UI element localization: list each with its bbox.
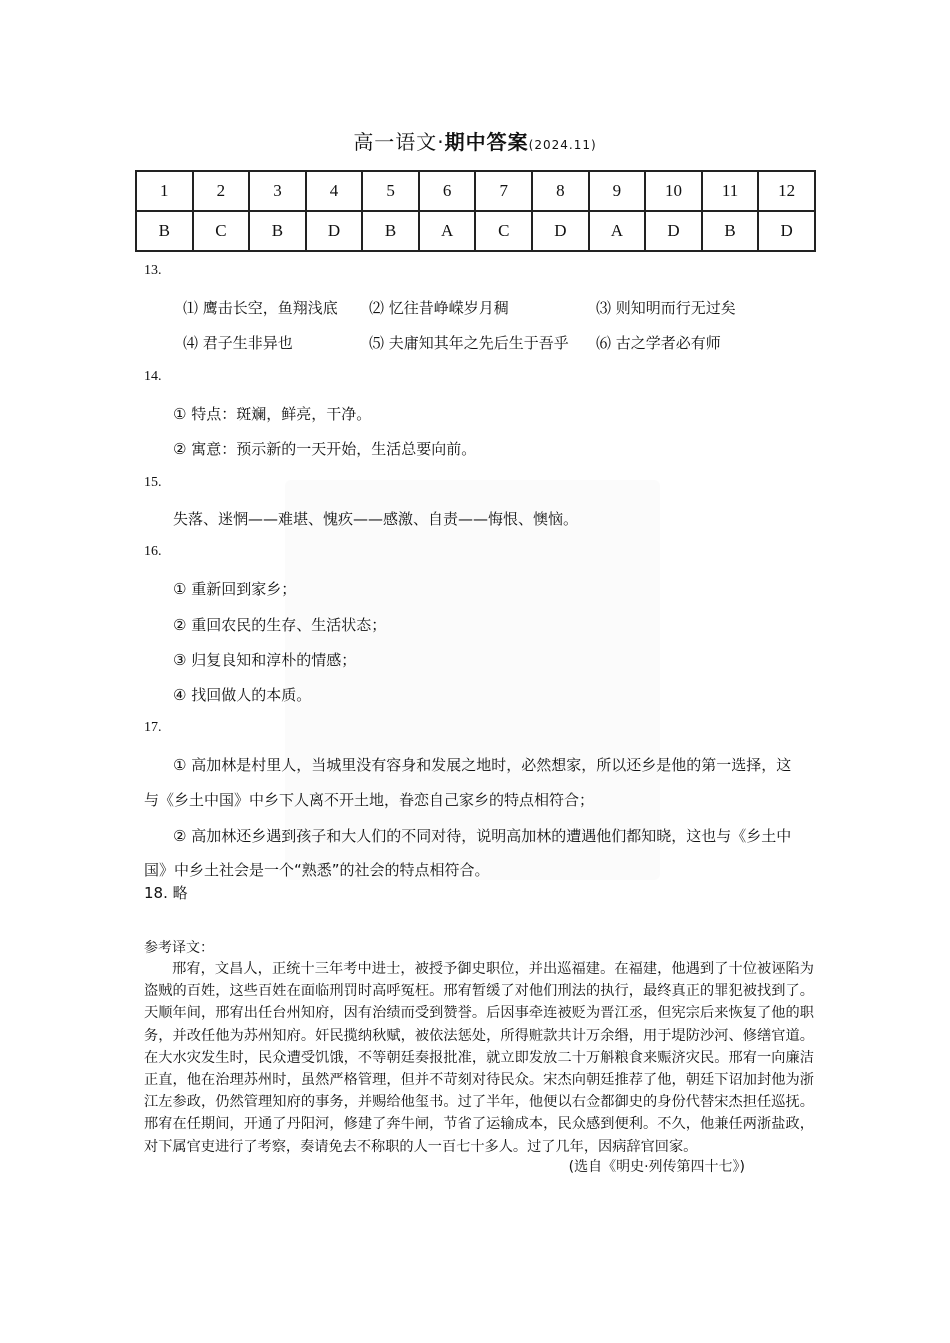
q14-item: ① 特点：斑斓，鲜亮，干净。 bbox=[173, 405, 372, 423]
answer-cell: B bbox=[249, 211, 306, 251]
q13-item: ⑵ 忆往昔峥嵘岁月稠 bbox=[369, 299, 509, 317]
reference-title: 参考译文： bbox=[144, 940, 214, 956]
page-title bbox=[0, 126, 950, 155]
q16-item: ③ 归复良知和淳朴的情感； bbox=[173, 651, 357, 669]
q18-answer: 18. 略 bbox=[144, 884, 188, 902]
answer-cell: C bbox=[475, 211, 532, 251]
faint-watermark bbox=[285, 480, 660, 880]
answer-cell: A bbox=[419, 211, 476, 251]
number-cell: 4 bbox=[306, 171, 363, 211]
title-bold: 期中答案 bbox=[444, 130, 529, 154]
number-cell: 10 bbox=[645, 171, 702, 211]
answer-table-number-row bbox=[136, 171, 815, 211]
number-cell: 8 bbox=[532, 171, 589, 211]
answer-table bbox=[135, 170, 816, 252]
q16-item: ② 重回农民的生存、生活状态； bbox=[173, 616, 387, 634]
q13-item: ⑶ 则知明而行无过矣 bbox=[596, 299, 736, 317]
question-17-number: 17. bbox=[144, 720, 162, 735]
q14-item: ② 寓意：预示新的一天开始，生活总要向前。 bbox=[173, 440, 477, 458]
answer-cell: C bbox=[193, 211, 250, 251]
q17-line: ② 高加林还乡遇到孩子和大人们的不同对待，说明高加林的遭遇他们都知晓，这也与《乡土中 bbox=[173, 827, 792, 845]
answer-cell: B bbox=[702, 211, 759, 251]
q17-line: 与《乡土中国》中乡下人离不开土地，眷恋自己家乡的特点相符合； bbox=[144, 791, 595, 809]
reference-source: (选自《明史·列传第四十七》) bbox=[568, 1159, 745, 1175]
q13-item: ⑴ 鹰击长空，鱼翔浅底 bbox=[183, 299, 338, 317]
number-cell: 2 bbox=[193, 171, 250, 211]
answer-cell: B bbox=[136, 211, 193, 251]
title-date: (2024.11) bbox=[528, 138, 597, 152]
number-cell: 7 bbox=[475, 171, 532, 211]
answer-cell: D bbox=[532, 211, 589, 251]
number-cell: 3 bbox=[249, 171, 306, 211]
question-14-number: 14. bbox=[144, 369, 162, 384]
reference-text: 邢宥，文昌人，正统十三年考中进士，被授予御史职位，并出巡福建。在福建，他遇到了十位被诬陷为盗贼的百姓，这些百姓在面临刑罚时高呼冤枉。邢宥暂缓了对他们刑法的执行，最终真正的罪犯被找到了。天顺年间，邢宥出任台州知府，因有治绩而受到赞誉。后因事牵连被贬为晋江丞，但宪宗后来恢复了他的职务，并改任他为苏州知府。奸民揽纳秋赋，被依法惩处，所得赃款共计万余缗，用于堤防沙河、修缮官道。在大水灾发生时，民众遭受饥饿，不等朝廷奏报批准，就立即发放二十万斛粮食来赈济灾民。邢宥一向廉洁正直，他在治理苏州时，虽然严格管理，但并不苛刻对待民众。宋杰向朝廷推荐了他，朝廷下诏加封他为浙江左参政，仍然管理知府的事务，并赐给他玺书。过了半年，他便以右佥都御史的身份代替宋杰担任巡抚。邢宥在任期间，开通了丹阳河，修建了奔牛闸，节省了运输成本，民众感到便利。不久，他兼任两浙盐政，对下属官吏进行了考察，奏请免去不称职的人一百七十多人。过了几年，因病辞官回家。 bbox=[144, 961, 814, 1155]
q13-item: ⑹ 古之学者必有师 bbox=[596, 334, 721, 352]
q17-line: 国》中乡土社会是一个“熟悉”的社会的特点相符合。 bbox=[144, 861, 490, 879]
title-prefix: 高一语文· bbox=[353, 130, 445, 154]
answer-cell: D bbox=[306, 211, 363, 251]
answer-cell: B bbox=[362, 211, 419, 251]
question-15-number: 15. bbox=[144, 475, 162, 490]
number-cell: 11 bbox=[702, 171, 759, 211]
answer-cell: D bbox=[645, 211, 702, 251]
answer-table-answer-row bbox=[136, 211, 815, 251]
number-cell: 12 bbox=[758, 171, 815, 211]
number-cell: 5 bbox=[362, 171, 419, 211]
number-cell: 1 bbox=[136, 171, 193, 211]
q15-answer: 失落、迷惘——难堪、愧疚——感激、自责——悔恨、懊恼。 bbox=[173, 510, 579, 528]
question-16-number: 16. bbox=[144, 544, 162, 559]
question-13-number: 13. bbox=[144, 263, 162, 278]
q13-item: ⑸ 夫庸知其年之先后生于吾乎 bbox=[369, 334, 569, 352]
reference-body bbox=[144, 958, 814, 1158]
number-cell: 6 bbox=[419, 171, 476, 211]
q16-item: ① 重新回到家乡； bbox=[173, 580, 297, 598]
answer-cell: A bbox=[589, 211, 646, 251]
q16-item: ④ 找回做人的本质。 bbox=[173, 686, 312, 704]
q17-line: ① 高加林是村里人，当城里没有容身和发展之地时，必然想家，所以还乡是他的第一选择，这 bbox=[173, 756, 792, 774]
number-cell: 9 bbox=[589, 171, 646, 211]
q13-item: ⑷ 君子生非异也 bbox=[183, 334, 293, 352]
answer-cell: D bbox=[758, 211, 815, 251]
